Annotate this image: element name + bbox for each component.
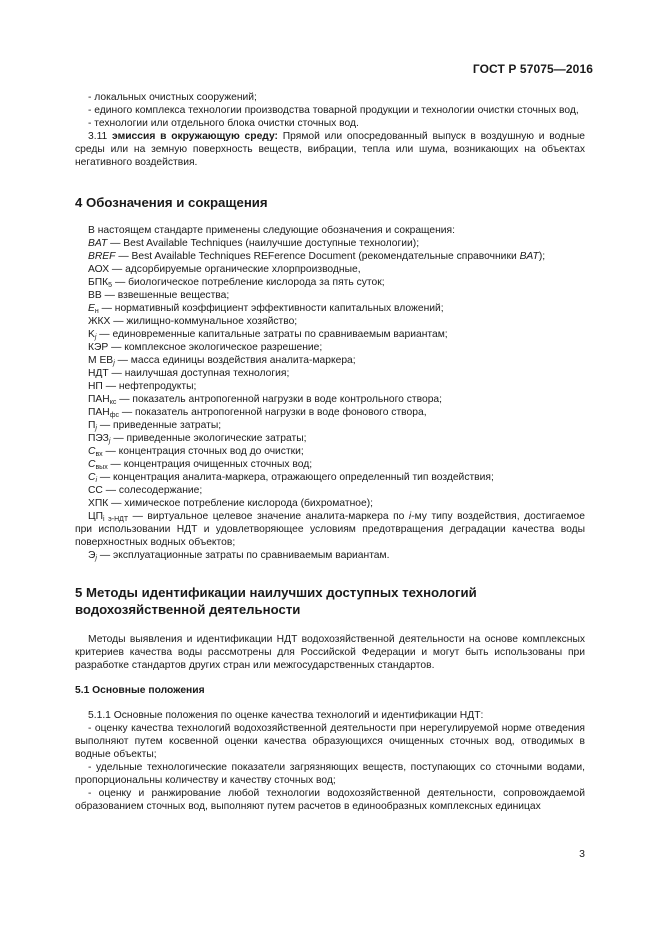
abbr-ker: КЭР — комплексное экологическое разрешение; — [88, 342, 323, 353]
abbr-pan-fs: $ПАН_{фс}$ — показатель антропогенной нагрузки в воде фонового створа, — [88, 407, 427, 419]
abbr-mev: M $EB_j$ — масса единицы воздействия аналита-маркера; — [88, 355, 356, 367]
abbr-intro: В настоящем стандарте применены следующие обозначения и сокращения: — [88, 225, 455, 236]
para-5-1-1: 5.1.1 Основные положения по оценке качества технологий и идентификации НДТ: — [88, 710, 484, 721]
section-5-title: 5 Методы идентификации наилучших доступных технологий водохозяйственной деятельности — [75, 585, 477, 617]
intro-item: - локальных очистных сооружений; — [88, 92, 257, 103]
abbr-en: $E_н$ — нормативный коэффициент эффективности капитальных вложений; — [88, 303, 444, 315]
abbr-hpk: ХПК — химическое потребление кислорода (бихроматное); — [88, 498, 373, 509]
abbr-ndt: НДТ — наилучшая доступная технология; — [88, 368, 290, 379]
abbr-pj: $П_j$ — приведенные затраты; — [88, 420, 222, 432]
abbr-ss: СС — солесодержание; — [88, 485, 203, 496]
abbr-cp: $ЦП_{i э-НДТ}$ — виртуальное целевое значение аналита-маркера по i-му типу воздействия, достигаемое при использовании НДТ и удовлетворяющее условиям предотвращения деградации качества воды поверхностных водных объектов; — [75, 511, 585, 548]
abbr-kj: $K_j$ — единовременные капитальные затраты по сравниваемым вариантам; — [88, 329, 448, 341]
abbr-bpk: $БПК_5$ — биологическое потребление кислорода за пять суток; — [88, 277, 385, 289]
abbr-cvyh: $C_{вых}$ — концентрация очищенных сточных вод; — [88, 459, 313, 471]
list-item: - удельные технологические показатели загрязняющих веществ, поступающих со сточными водами, пропорциональны количеству и качеству сточных вод; — [75, 762, 585, 786]
abbr-aox: АОХ — адсорбируемые органические хлорпроизводные, — [88, 264, 361, 275]
abbr-ej: $Э_j$ — эксплуатационные затраты по сравниваемым вариантам. — [88, 550, 390, 562]
abbr-np: НП — нефтепродукты; — [88, 381, 197, 392]
abbr-pez: $ПЭЗ_j$ — приведенные экологические затраты; — [88, 433, 307, 445]
intro-item: - единого комплекса технологии производства товарной продукции и технологии очистки сточных вод, — [88, 105, 579, 116]
def-term: эмиссия в окружающую среду: — [112, 131, 278, 142]
definition-3-11 — [75, 130, 585, 169]
def-number: 3.11 — [88, 131, 108, 142]
section-5-1-title: 5.1 Основные положения — [75, 685, 205, 696]
list-item: - оценку качества технологий водохозяйственной деятельности при нерегулируемой норме отведения выполняют путем косвенной оценки качества образующихся очищенных сточных вод, отводимых в водные объекты; — [75, 723, 585, 760]
def-text: Прямой или опосредованный выпуск в воздушную и водные среды или на земную поверхность веществ, вибрации, тепла или шума, возникающих на объектах негативного воздействия. — [75, 131, 585, 168]
abbr-pan-ks: $ПАН_{кс}$ — показатель антропогенной нагрузки в воде контрольного створа; — [88, 394, 443, 406]
page-content — [75, 91, 585, 813]
abbreviation-list — [75, 224, 585, 562]
abbr-zhkh: ЖКХ — жилищно-коммунальное хозяйство; — [88, 316, 298, 327]
abbr-bat: BAT — Best Available Techniques (наилучшие доступные технологии); — [88, 238, 420, 249]
section-4-title: 4 Обозначения и сокращения — [75, 195, 268, 210]
abbr-vv: ВВ — взвешенные вещества; — [88, 290, 230, 301]
abbr-bref: BREF — Best Available Techniques REFerence Document (рекомендательные справочники BAT); — [88, 251, 546, 262]
intro-item: - технологии или отдельного блока очистки сточных вод. — [88, 118, 359, 129]
doc-code: ГОСТ Р 57075—2016 — [472, 62, 593, 76]
abbr-ci: $C_i$ — концентрация аналита-маркера, отражающего определенный тип воздействия; — [88, 472, 494, 484]
page-number: 3 — [579, 848, 585, 860]
abbr-cvh: $C_{вх}$ — концентрация сточных вод до очистки; — [88, 446, 304, 458]
section-5-intro: Методы выявления и идентификации НДТ водохозяйственной деятельности на основе комплексных критериев качества воды рассмотрены для Российской Федерации и могут быть использованы при разработке стандартов других стран или межгосударственных стандартов. — [75, 634, 585, 671]
list-item: - оценку и ранжирование любой технологии водохозяйственной деятельности, сопровождаемой образованием сточных вод, выполняют путем расчетов в единообразных комплексных единицах — [75, 788, 585, 812]
